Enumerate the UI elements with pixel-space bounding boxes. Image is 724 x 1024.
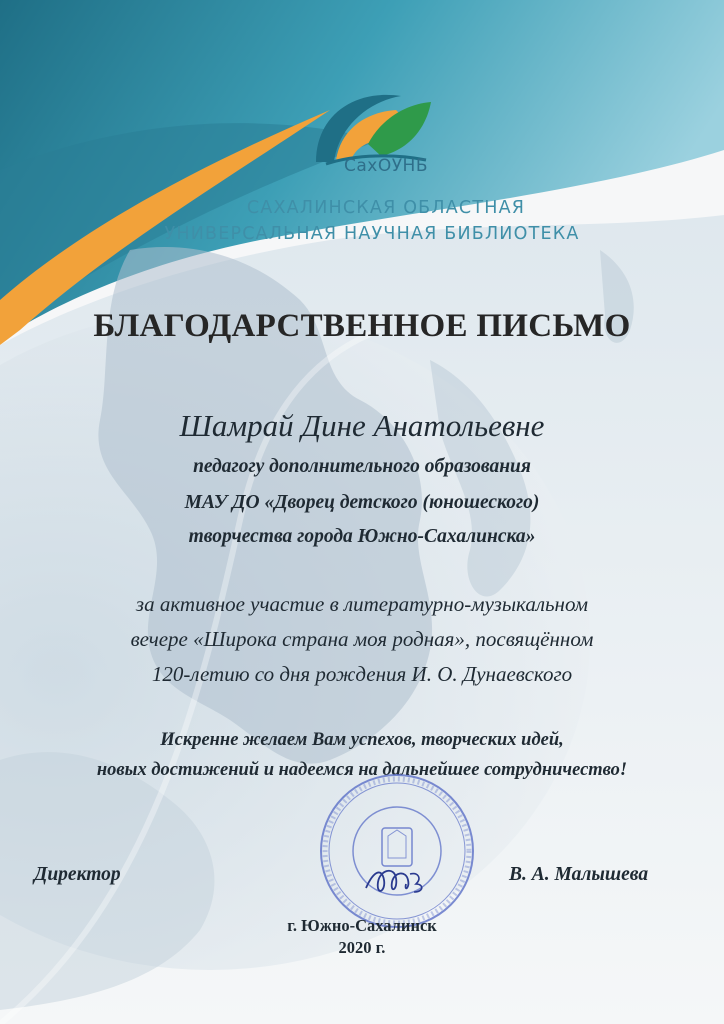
organization-name-line1: САХАЛИНСКАЯ ОБЛАСТНАЯ	[246, 198, 526, 218]
reason-line2: вечере «Широка страна моя родная», посвящённом	[130, 627, 594, 651]
recipient-workplace-line1: МАУ ДО «Дворец детского (юношеского)	[184, 492, 540, 513]
recipient-workplace-line2: творчества города Южно-Сахалинска»	[188, 526, 536, 547]
city: г. Южно-Сахалинск	[287, 916, 437, 935]
reason-line1: за активное участие в литературно-музыкальном	[135, 592, 589, 616]
official-stamp-icon	[316, 770, 478, 932]
recipient-position: педагогу дополнительного образования	[193, 456, 531, 477]
recipient-name: Шамрай Дине Анатольевне	[179, 408, 545, 443]
document-title: БЛАГОДАРСТВЕННОЕ ПИСЬМО	[93, 308, 631, 344]
wish-line1: Искренне желаем Вам успехов, творческих идей,	[160, 730, 564, 750]
organization-name-line2: УНИВЕРСАЛЬНАЯ НАУЧНАЯ БИБЛИОТЕКА	[164, 224, 580, 244]
year: 2020 г.	[338, 938, 386, 957]
library-logo-icon	[296, 74, 446, 194]
wish-line2: новых достижений и надеемся на дальнейшее сотрудничество!	[96, 760, 628, 780]
signatory-name: В. А. Малышева	[509, 864, 649, 885]
reason-line3: 120-летию со дня рождения И. О. Дунаевского	[151, 662, 573, 686]
signatory-role: Директор	[34, 864, 121, 885]
handwritten-signature-icon	[360, 858, 430, 902]
logo-text: СахОУНБ	[343, 156, 429, 176]
